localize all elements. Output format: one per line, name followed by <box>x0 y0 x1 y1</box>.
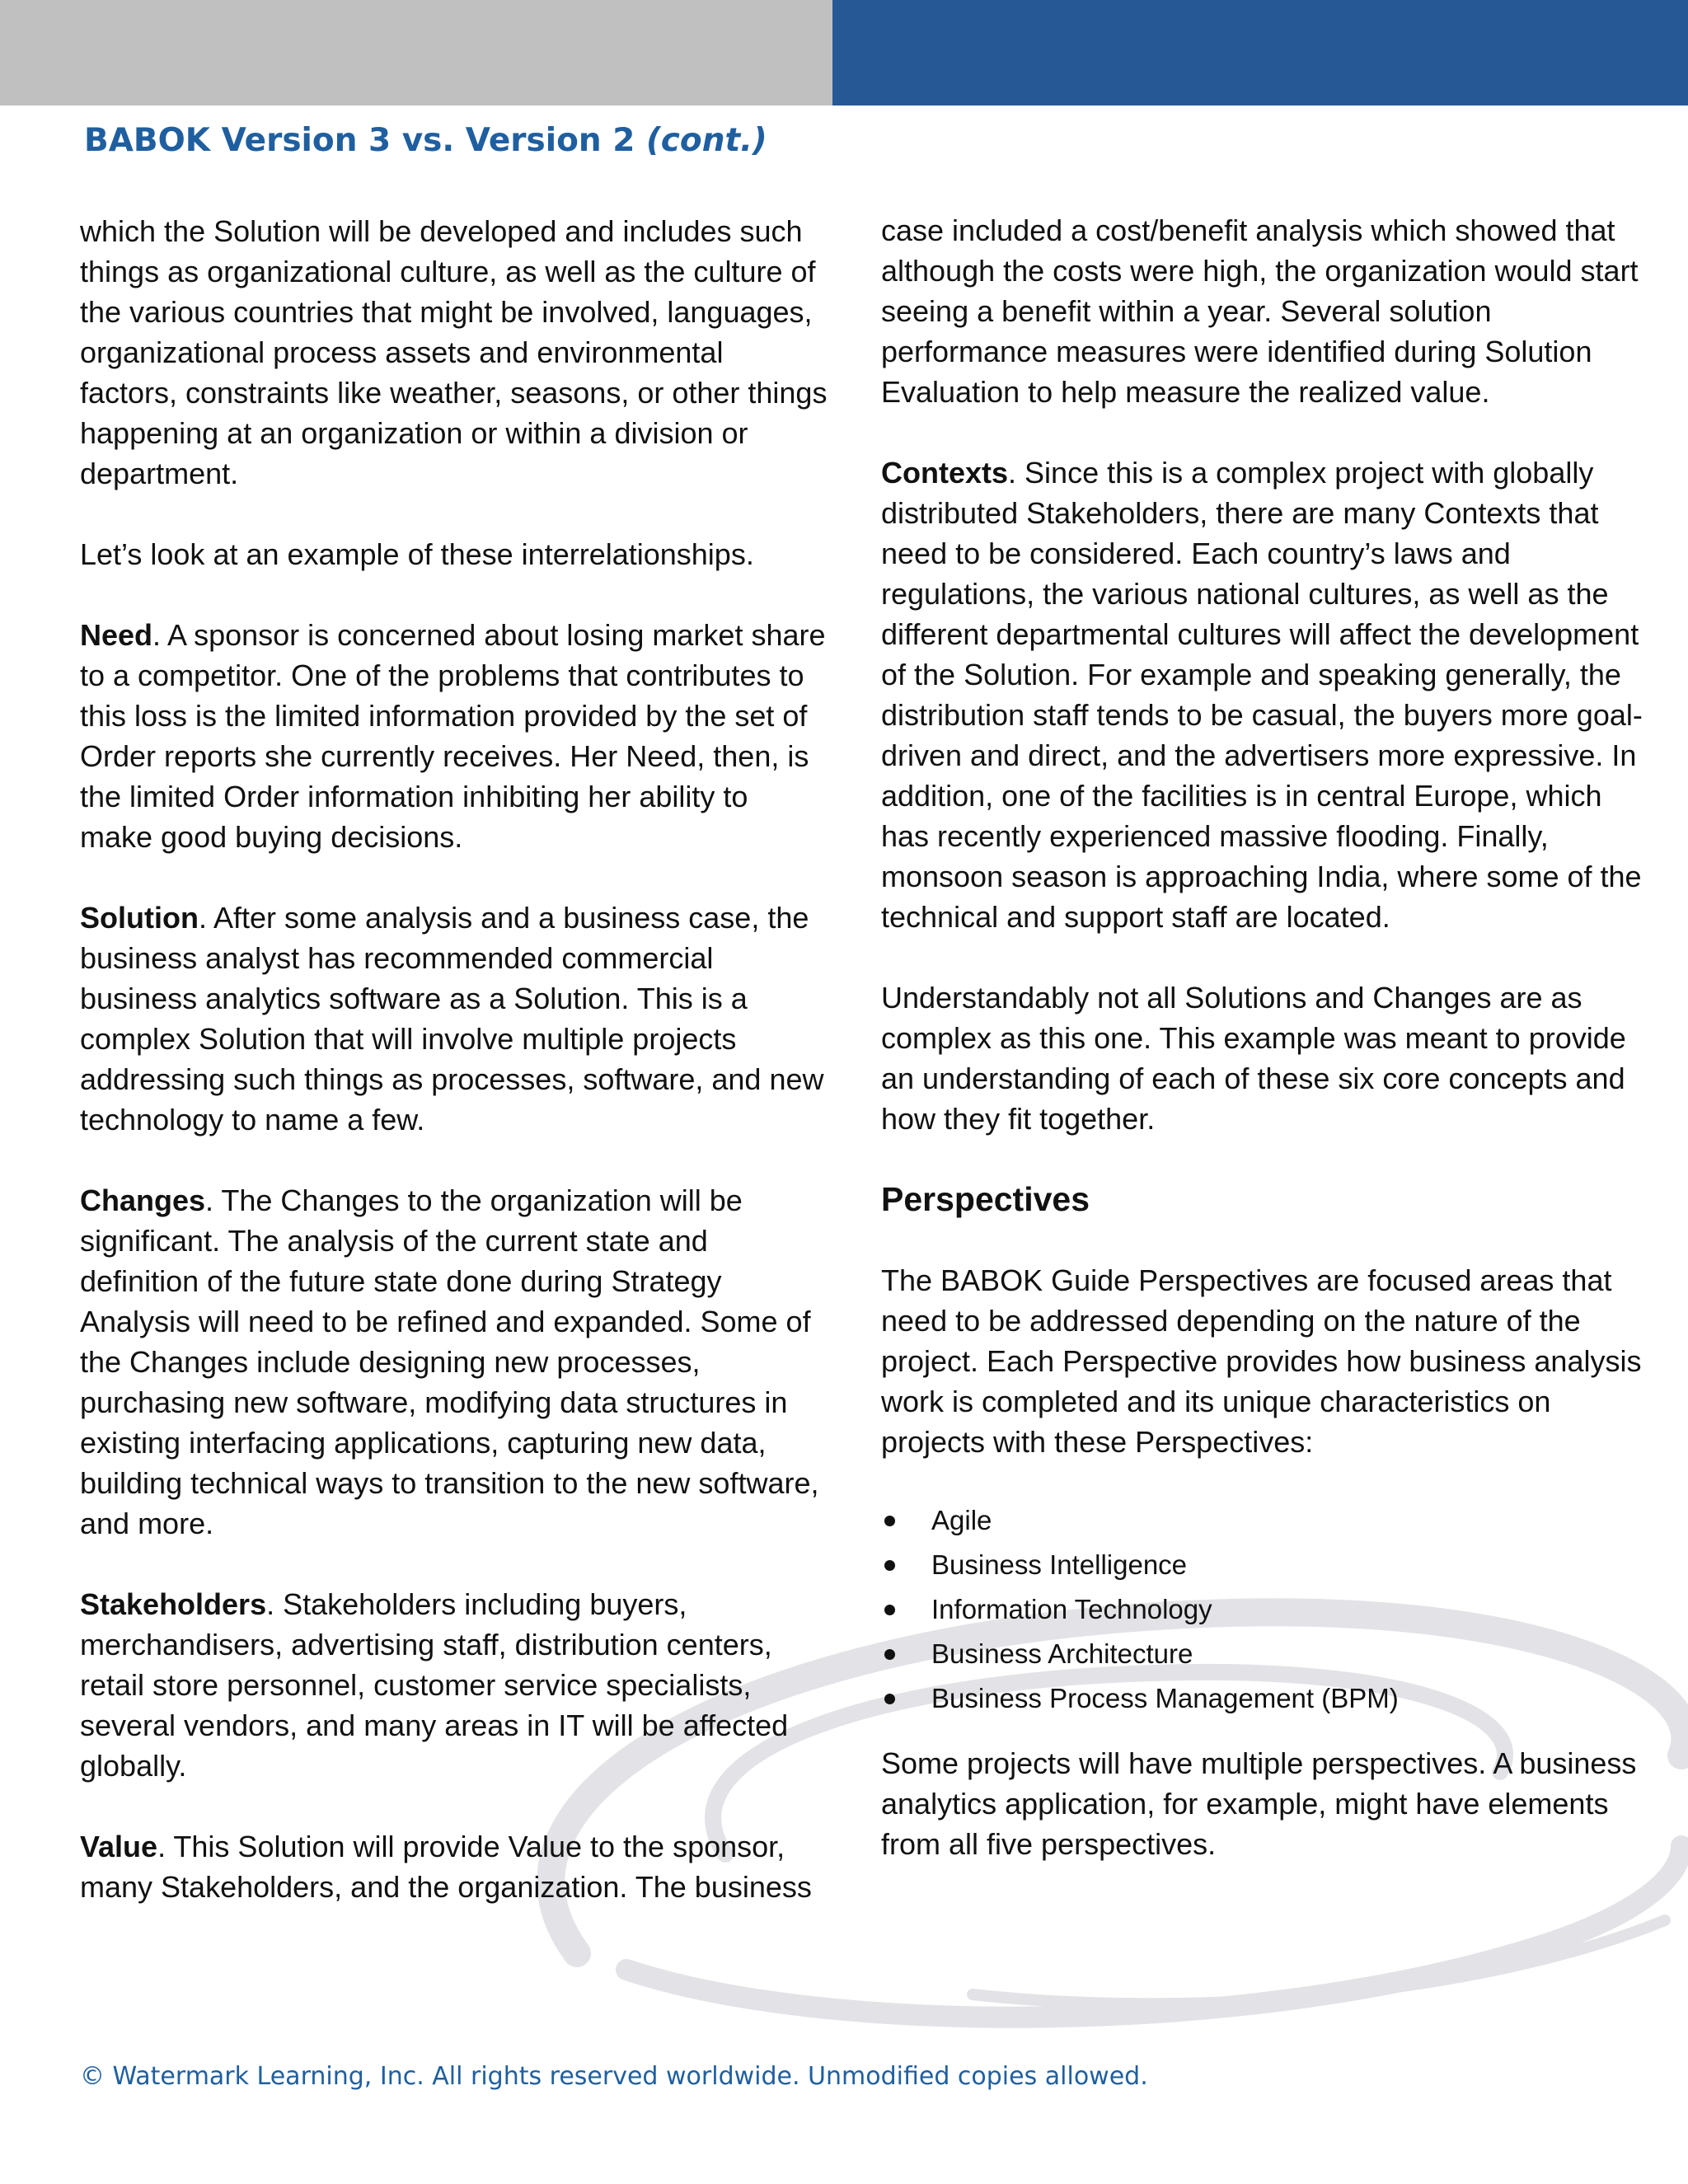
section-heading-perspectives: Perspectives <box>881 1180 1090 1218</box>
paragraph-text: . After some analysis and a business case, the business analyst has recommended commercial business analytics software as a Solution. This is a complex Solution that will involve multiple projects addressing such things as processes, software, and new technology to name a few. <box>80 901 824 1137</box>
right-paragraph-closing <box>881 1743 1643 1864</box>
left-paragraph-example <box>80 534 828 574</box>
term-solution: Solution <box>80 901 199 935</box>
bullet-icon <box>884 1560 895 1571</box>
paragraph-text: case included a cost/benefit analysis which showed that although the costs were high, the organization would start seeing a benefit within a year. Several solution performance measures were identified during Solution Evaluation to help measure the realized value. <box>881 213 1639 409</box>
list-item <box>881 1498 1643 1543</box>
list-item-label: Information Technology <box>931 1594 1212 1624</box>
term-contexts: Contexts <box>881 456 1009 490</box>
left-paragraph-solution <box>80 898 828 1140</box>
paragraph-text: Understandably not all Solutions and Changes are as complex as this one. This example was meant to provide an understanding of each of these six core concepts and how they fit together. <box>881 981 1626 1136</box>
paragraph-text: Let’s look at an example of these interrelationships. <box>80 537 754 571</box>
paragraph-text: which the Solution will be developed and includes such things as organizational culture, as well as the culture of the various countries that might be involved, languages, organizational process assets and environmental factors, constraints like weather, seasons, or other things happening at an organization or within a division or department. <box>80 214 828 490</box>
list-item <box>881 1676 1643 1721</box>
right-paragraph-perspectives-intro <box>881 1260 1643 1462</box>
left-paragraph-need <box>80 615 828 857</box>
right-column <box>881 210 1643 1905</box>
term-stakeholders: Stakeholders <box>80 1587 267 1621</box>
left-paragraph-changes <box>80 1180 828 1544</box>
paragraph-text: The BABOK Guide Perspectives are focused areas that need to be addressed depending on the nature of the project. Each Perspective provides how business analysis work is completed and its unique characteristics on projects with these Perspectives: <box>881 1263 1642 1459</box>
term-need: Need <box>80 618 153 652</box>
paragraph-text: . Since this is a complex project with globally distributed Stakeholders, there are many Contexts that need to be considered. Each country’s laws and regulations, the various national cultures, as well as the different departmental cultures will affect the development of the Solution. For example and speaking generally, the distribution staff tends to be casual, the buyers more goal-driven and direct, and the advertisers more expressive. In addition, one of the facilities is in central Europe, which has recently experienced massive flooding. Finally, monsoon season is approaching India, where some of the technical and support staff are located. <box>881 456 1643 934</box>
list-item-label: Business Architecture <box>931 1638 1193 1669</box>
term-changes: Changes <box>80 1183 206 1217</box>
paragraph-text: . Stakeholders including buyers, merchandisers, advertising staff, distribution centers, retail store personnel, customer service specialists, several vendors, and many areas in IT will be affected globally. <box>80 1587 789 1783</box>
page-title-cont: (cont.) <box>645 122 767 159</box>
list-item <box>881 1543 1643 1587</box>
list-item <box>881 1587 1643 1632</box>
paragraph-text: . This Solution will provide Value to the sponsor, many Stakeholders, and the organization. The business <box>80 1830 812 1904</box>
header-band-blue <box>832 0 1688 105</box>
list-item <box>881 1632 1643 1676</box>
list-item-label: Business Intelligence <box>931 1549 1188 1580</box>
left-paragraph-stakeholders <box>80 1584 828 1786</box>
header-band-gray <box>0 0 832 105</box>
bullet-icon <box>884 1649 895 1660</box>
copyright-footer: © Watermark Learning, Inc. All rights reserved worldwide. Unmodified copies allowed. <box>80 2062 1148 2091</box>
paragraph-text: . The Changes to the organization will be significant. The analysis of the current state and definition of the future state done during Strategy Analysis will need to be refined and expanded. Some of the Changes include designing new processes, purchasing new software, modifying data structures in existing interfacing applications, capturing new data, building technical ways to transition to the new software, and more. <box>80 1183 819 1540</box>
page-title <box>84 122 767 159</box>
list-item-label: Agile <box>931 1505 992 1535</box>
bullet-icon <box>884 1694 895 1704</box>
perspectives-list <box>881 1498 1643 1721</box>
term-value: Value <box>80 1830 158 1863</box>
bullet-icon <box>884 1516 895 1526</box>
paragraph-text: Some projects will have multiple perspectives. A business analytics application, for example, might have elements from all five perspectives. <box>881 1746 1637 1861</box>
right-paragraph-contexts <box>881 452 1643 937</box>
left-paragraph-value <box>80 1826 828 1907</box>
left-column <box>80 211 828 1947</box>
right-paragraph-understandably <box>881 977 1643 1139</box>
page-title-main: BABOK Version 3 vs. Version 2 <box>84 122 635 159</box>
right-paragraph-business-case <box>881 210 1643 412</box>
left-paragraph-intro <box>80 211 828 494</box>
list-item-label: Business Process Management (BPM) <box>931 1683 1399 1713</box>
paragraph-text: . A sponsor is concerned about losing market share to a competitor. One of the problems that contributes to this loss is the limited information provided by the set of Order reports she currently receives. Her Need, then, is the limited Order information inhibiting her ability to make good buying decisions. <box>80 618 826 854</box>
bullet-icon <box>884 1605 895 1615</box>
